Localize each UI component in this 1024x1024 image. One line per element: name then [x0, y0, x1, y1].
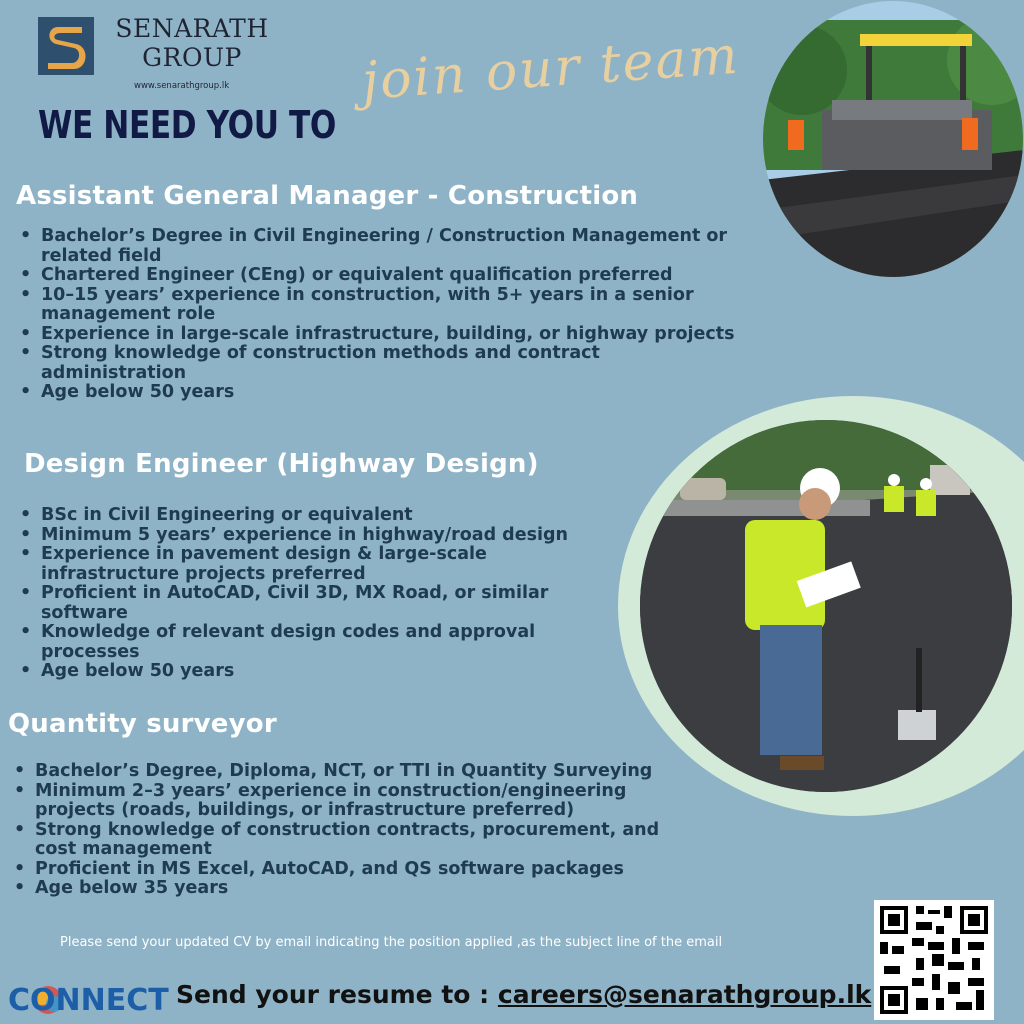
connect-logo-text: CONNECT	[8, 983, 169, 1018]
job-title-quantity-surveyor: Quantity surveyor	[8, 709, 277, 739]
tagline: join our team	[360, 25, 742, 112]
requirement-item: • Proficient in MS Excel, AutoCAD, and QS software packages	[10, 860, 690, 880]
job-title-design-engineer: Design Engineer (Highway Design)	[24, 449, 539, 479]
brand-name-line1: SENARATH	[115, 14, 269, 43]
requirement-item: • BSc in Civil Engineering or equivalent	[16, 506, 616, 526]
senarath-logo-icon	[38, 17, 94, 75]
requirement-item: • Age below 50 years	[16, 662, 616, 682]
paving-machine-photo	[762, 0, 1024, 278]
requirement-item: • Experience in pavement design & large-scale infrastructure projects preferred	[16, 545, 616, 584]
cv-instruction-note: Please send your updated CV by email indicating the position applied ,as the subject line of the email	[60, 935, 723, 950]
brand-name	[112, 14, 272, 72]
requirement-item: • Strong knowledge of construction contracts, procurement, and cost management	[10, 821, 690, 860]
job-requirements-design-engineer	[16, 506, 616, 682]
requirement-item: • Bachelor’s Degree in Civil Engineering / Construction Management or related field	[16, 227, 741, 266]
job-title-agm: Assistant General Manager - Construction	[16, 181, 639, 211]
job-requirements-quantity-surveyor	[10, 762, 690, 899]
requirement-item: • Minimum 2–3 years’ experience in construction/engineering projects (roads, buildings, or infrastructure preferred)	[10, 782, 690, 821]
job-requirements-agm	[16, 227, 741, 403]
brand-name-line2: GROUP	[142, 43, 242, 72]
send-resume-line	[176, 980, 871, 1009]
requirement-item: • Bachelor’s Degree, Diploma, NCT, or TTI in Quantity Surveying	[10, 762, 690, 782]
requirement-item: • Minimum 5 years’ experience in highway/road design	[16, 526, 616, 546]
requirement-item: • Knowledge of relevant design codes and approval processes	[16, 623, 616, 662]
requirement-item: • 10–15 years’ experience in construction, with 5+ years in a senior management role	[16, 286, 741, 325]
requirement-item: • Chartered Engineer (CEng) or equivalent qualification preferred	[16, 266, 741, 286]
requirement-item: • Age below 50 years	[16, 383, 741, 403]
qr-code-icon[interactable]	[874, 900, 994, 1020]
headline: WE NEED YOU TO	[38, 103, 336, 147]
send-resume-label: Send your resume to :	[176, 980, 490, 1009]
careers-email-link[interactable]: careers@senarathgroup.lk	[497, 980, 872, 1009]
site-engineer-illustration	[640, 420, 1012, 792]
requirement-item: • Experience in large-scale infrastructure, building, or highway projects	[16, 325, 741, 345]
requirement-item: • Age below 35 years	[10, 879, 690, 899]
site-engineer-photo	[640, 420, 1012, 792]
requirement-item: • Proficient in AutoCAD, Civil 3D, MX Road, or similar software	[16, 584, 616, 623]
requirement-item: • Strong knowledge of construction methods and contract administration	[16, 344, 741, 383]
brand-url: www.senarathgroup.lk	[134, 81, 230, 91]
connect-logo-icon	[6, 978, 170, 1020]
